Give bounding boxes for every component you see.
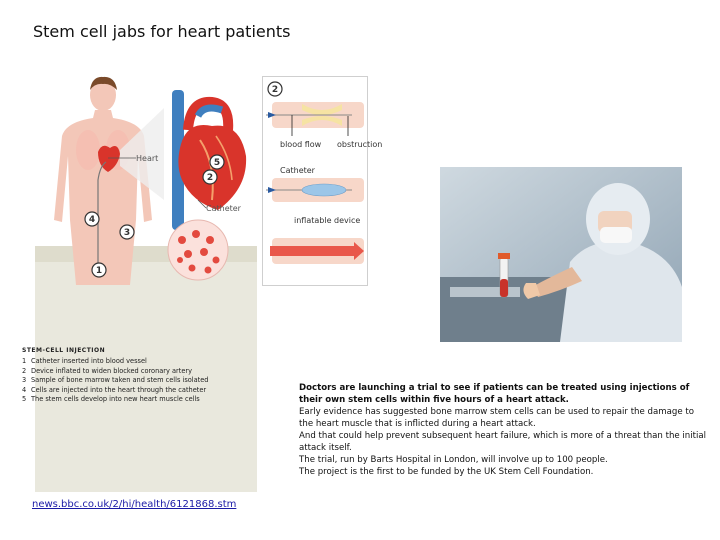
step-text: Catheter inserted into blood vessel [31, 357, 147, 365]
svg-text:2: 2 [271, 85, 279, 95]
face-mask [600, 227, 632, 243]
step-text: Cells are injected into the heart through the catheter [31, 385, 207, 394]
step-number: 3 [22, 376, 27, 384]
svg-text:4: 4 [88, 215, 96, 225]
article-lede: Doctors are launching a trial to see if patients can be treated using injections of their own stem cells within five hours of a heart attack. [299, 383, 690, 405]
step-item [22, 357, 209, 367]
step-item [22, 395, 209, 405]
inset-marker-2 [268, 82, 282, 96]
inset-diagram [262, 76, 383, 286]
bone-marrow-dish [168, 220, 228, 280]
slide-title: Stem cell jabs for heart patients [33, 22, 291, 41]
marker-3 [120, 225, 134, 239]
svg-text:2: 2 [206, 173, 214, 183]
caption-heading: STEM-CELL INJECTION [22, 347, 106, 354]
step-text: Device inflated to widen blocked coronary artery [31, 366, 193, 375]
test-tube-liquid [500, 279, 508, 297]
lab-shelf [450, 287, 520, 297]
step-number: 4 [22, 385, 27, 394]
article-paragraph: The project is the first to be funded by the UK Stem Cell Foundation. [299, 467, 594, 477]
marker-4 [85, 212, 99, 226]
obstruction-label: obstruction [337, 140, 383, 149]
body-diagram [40, 70, 250, 285]
marker-1 [92, 263, 106, 277]
blood-flow-label: blood flow [280, 140, 322, 149]
step-text: The stem cells develop into new heart muscle cells [31, 395, 200, 403]
svg-text:5: 5 [213, 158, 221, 168]
svg-text:3: 3 [123, 228, 131, 238]
article-paragraph: And that could help prevent subsequent heart failure, which is more of a threat than the initial attack itself. [299, 431, 707, 453]
heart-label: Heart [136, 154, 159, 163]
step-number: 5 [22, 395, 27, 403]
inflatable-balloon [302, 184, 346, 196]
tube-cap [498, 253, 510, 259]
marker-5 [210, 155, 224, 169]
step-number: 1 [22, 357, 27, 365]
step-item [22, 367, 209, 377]
article-paragraph: Early evidence has suggested bone marrow stem cells can be used to repair the damage to the heart muscle that is inflicted during a heart attack. [299, 407, 694, 429]
article-paragraph: The trial, run by Barts Hospital in London, will involve up to 100 people. [299, 455, 608, 465]
article-text [299, 382, 709, 478]
step-text: Sample of bone marrow taken and stem cells isolated [31, 376, 209, 384]
source-link[interactable]: news.bbc.co.uk/2/hi/health/6121868.stm [32, 499, 237, 510]
step-item [22, 386, 209, 396]
inset-catheter-label: Catheter [280, 166, 315, 175]
lung-left [76, 130, 100, 170]
pulmonary-vessel [198, 108, 222, 116]
catheter-label: Catheter [206, 204, 241, 213]
lab-photo [440, 167, 682, 342]
inflatable-device-label: inflatable device [294, 216, 361, 225]
step-number: 2 [22, 366, 27, 375]
step-item [22, 376, 209, 386]
svg-text:1: 1 [95, 266, 103, 276]
step-list [22, 357, 209, 405]
marker-2 [203, 170, 217, 184]
